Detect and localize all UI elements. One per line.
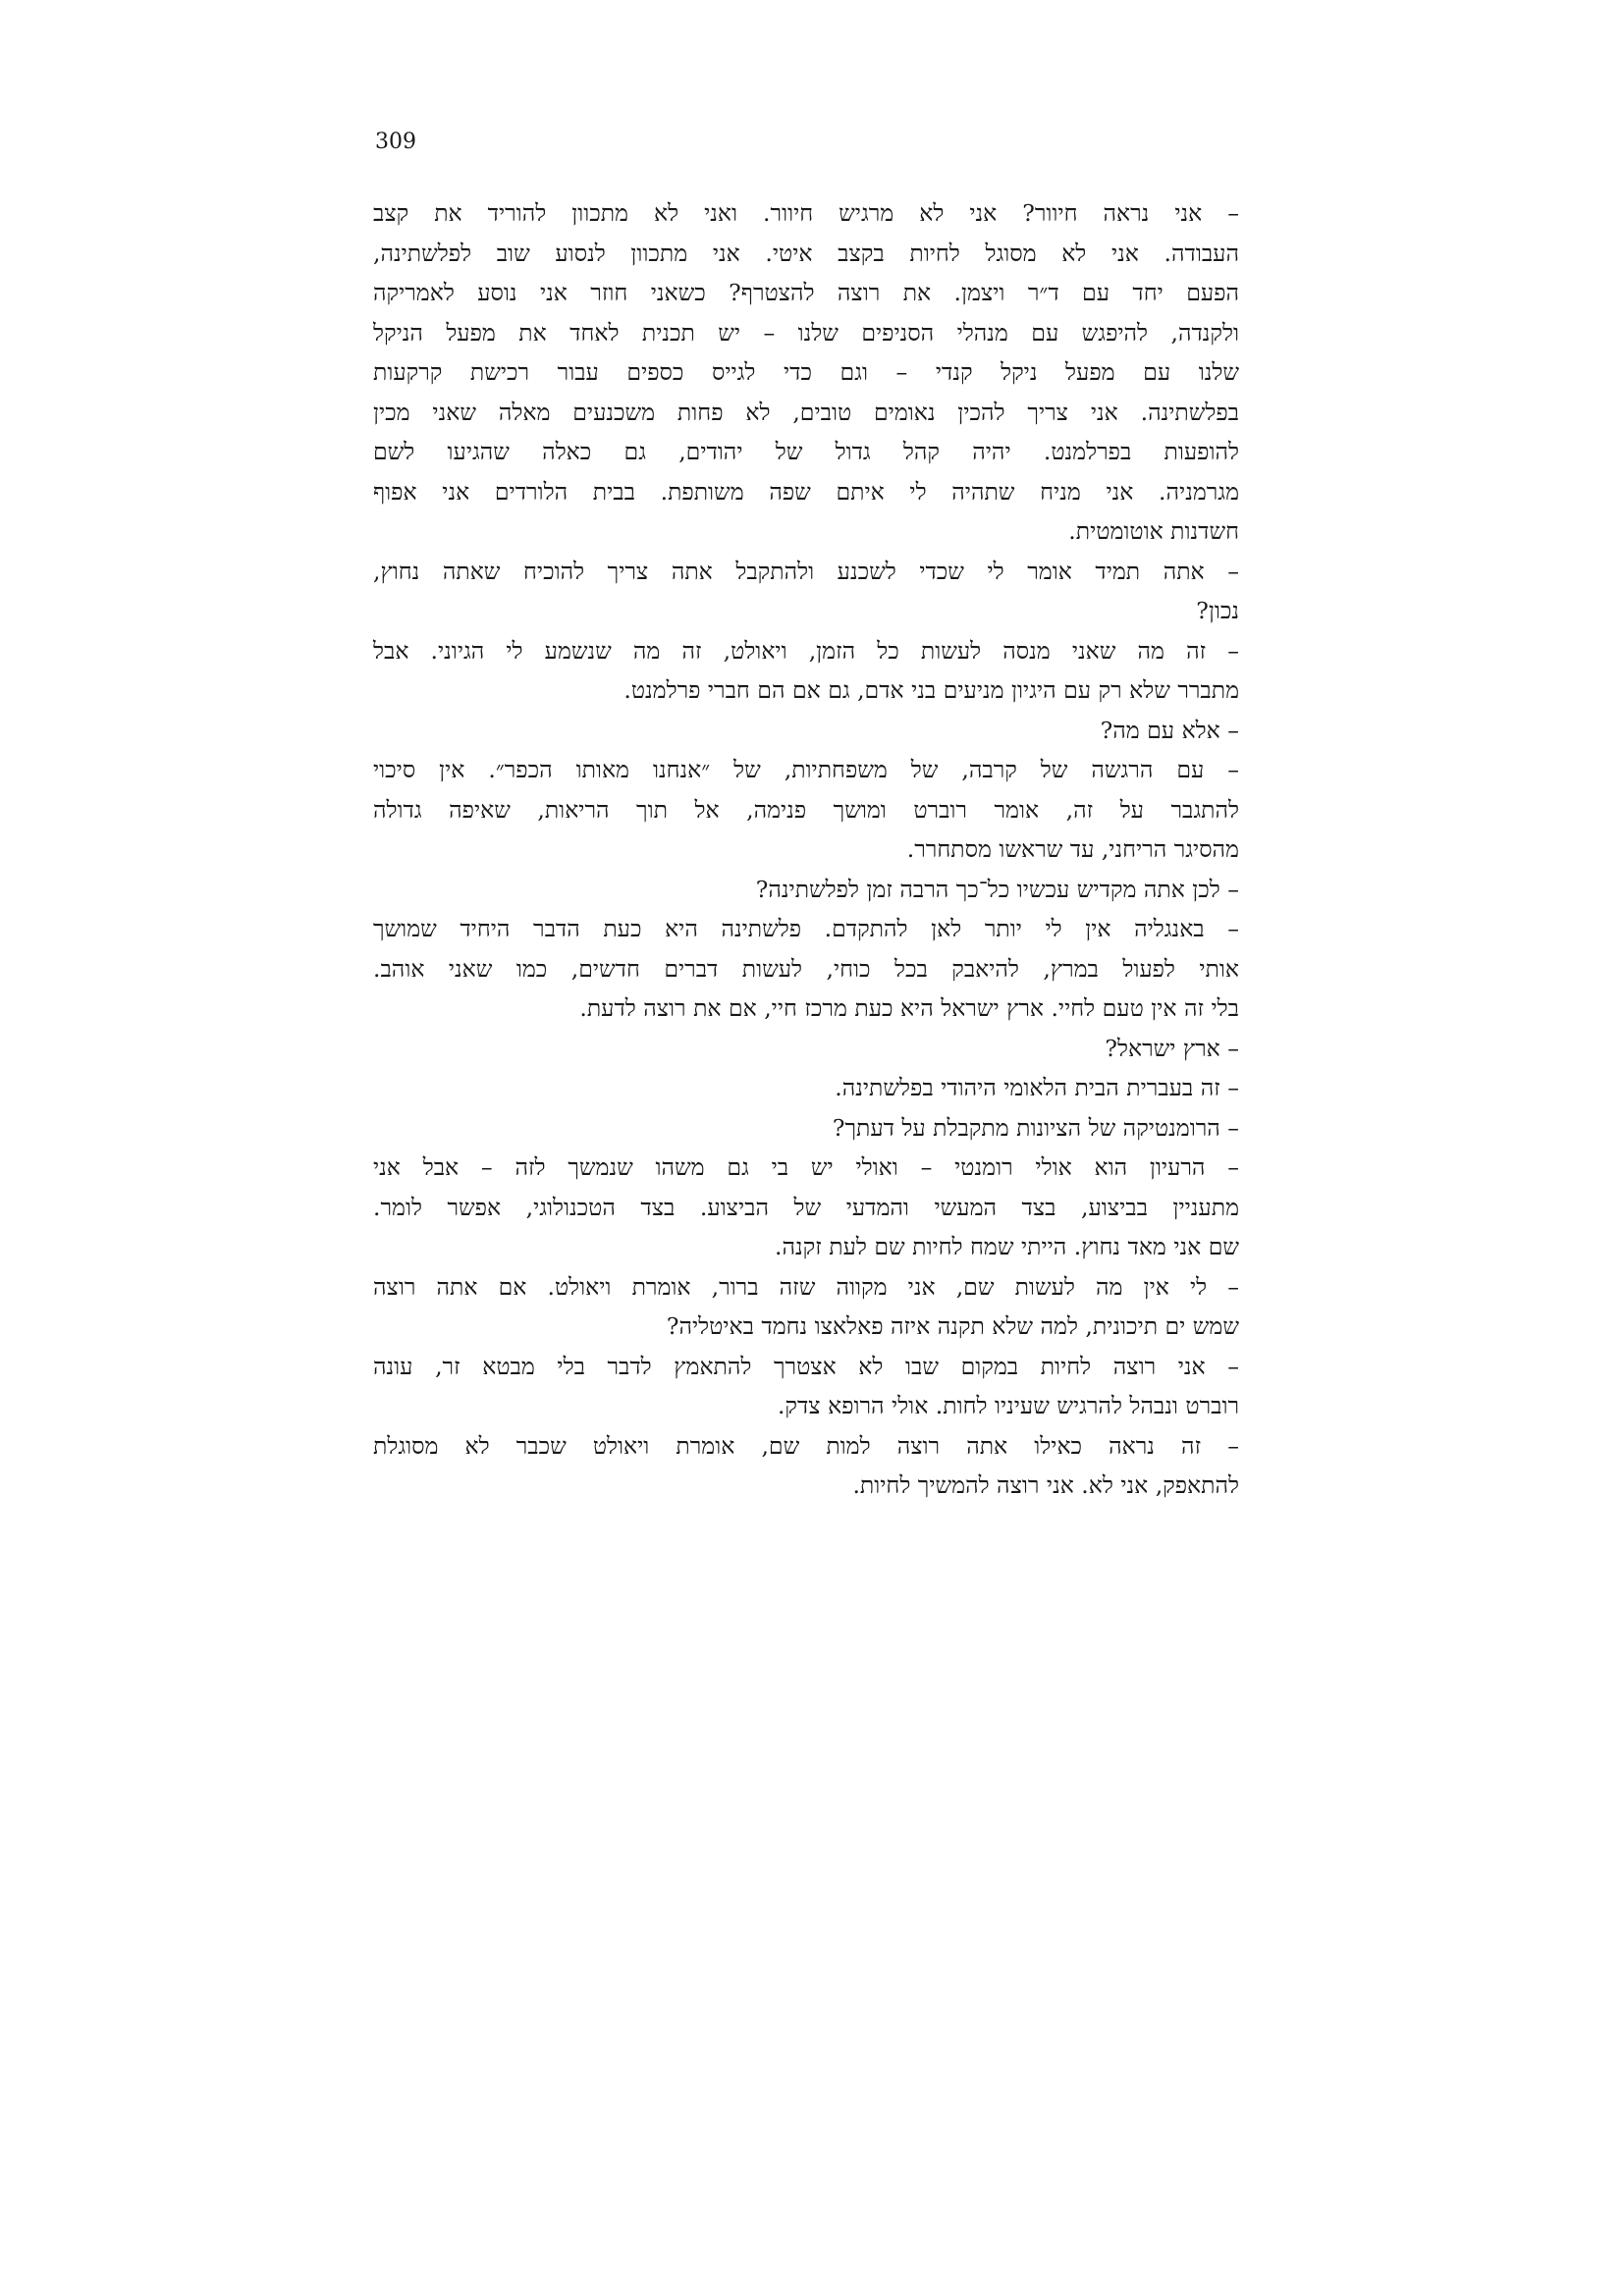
- text-line: שמש ים תיכונית, למה שלא תקנה איזה פאלאצו נחמד באיטליה?: [666, 1312, 1239, 1340]
- text-line: שם אני מאד נחוץ. הייתי שמח לחיות שם לעת זקנה.: [775, 1233, 1239, 1260]
- text-line: – ארץ ישראל?: [1105, 1034, 1239, 1062]
- text-line: מהסיגר הריחני, עד שראשו מסתחרר.: [906, 835, 1239, 863]
- body-text: [373, 193, 1239, 1506]
- text-line: – לי אין מה לעשות שם, אני מקווה שזה ברור, אומרת ויאולט. אם אתה רוצה: [373, 1272, 1239, 1301]
- text-line: מגרמניה. אני מניח שתהיה לי איתם שפה משותפת. בבית הלורדים אני אפוף: [373, 477, 1239, 506]
- text-line: – לכן אתה מקדיש עכשיו כל־כך הרבה זמן לפלשתינה?: [755, 875, 1239, 903]
- page-number: 309: [375, 130, 416, 154]
- text-line: מתעניין בביצוע, בצד המעשי והמדעי של הביצוע. בצד הטכנולוגי, אפשר לומר.: [373, 1193, 1239, 1221]
- text-line: בלי זה אין טעם לחיי. ארץ ישראל היא כעת מרכז חיי, אם את רוצה לדעת.: [579, 994, 1239, 1022]
- text-line: בפלשתינה. אני צריך להכין נאומים טובים, לא פחות משכנעים מאלה שאני מכין: [373, 398, 1239, 426]
- text-line: העבודה. אני לא מסוגל לחיות בקצב איטי. אני מתכוון לנסוע שוב לפלשתינה,: [373, 239, 1239, 267]
- text-line: – אני רוצה לחיות במקום שבו לא אצטרך להתאמץ לדבר בלי מבטא זר, עונה: [373, 1352, 1239, 1380]
- text-line: מתברר שלא רק עם היגיון מניעים בני אדם, גם אם הם חברי פרלמנט.: [623, 676, 1239, 704]
- text-line: – אני נראה חיוור? אני לא מרגיש חיוור. ואני לא מתכוון להוריד את קצב: [373, 199, 1239, 227]
- text-line: אותי לפעול במרץ, להיאבק בכל כוחי, לעשות דברים חדשים, כמו שאני אוהב.: [373, 954, 1239, 983]
- text-line: להתאפק, אני לא. אני רוצה להמשיך לחיות.: [852, 1471, 1239, 1499]
- text-line: הפעם יחד עם ד״ר ויצמן. את רוצה להצטרף? כשאני חוזר אני נוסע לאמריקה: [373, 279, 1239, 306]
- text-line: – עם הרגשה של קרבה, של משפחתיות, של ״אנחנו מאותו הכפר״. אין סיכוי: [373, 756, 1239, 783]
- text-line: להתגבר על זה, אומר רוברט ומושך פנימה, אל תוך הריאות, שאיפה גדולה: [373, 795, 1239, 824]
- text-line: רוברט ונבהל להרגיש שעיניו לחות. אולי הרופא צדק.: [777, 1392, 1239, 1419]
- text-line: שלנו עם מפעל ניקל קנדי – וגם כדי לגייס כספים עבור רכישת קרקעות: [373, 358, 1239, 386]
- text-line: ולקנדה, להיפגש עם מנהלי הסניפים שלנו – יש תכנית לאחד את מפעל הניקל: [373, 318, 1239, 347]
- text-line: – אתה תמיד אומר לי שכדי לשכנע ולהתקבל אתה צריך להוכיח שאתה נחוץ,: [373, 557, 1239, 585]
- text-line: – הרומנטיקה של הציונות מתקבלת על דעתך?: [832, 1113, 1239, 1142]
- text-line: להופעות בפרלמנט. יהיה קהל גדול של יהודים, גם כאלה שהגיעו לשם: [373, 438, 1240, 465]
- text-line: – באנגליה אין לי יותר לאן להתקדם. פלשתינה היא כעת הדבר היחיד שמושך: [373, 915, 1239, 942]
- text-line: חשדנות אוטומטית.: [1068, 517, 1239, 545]
- text-line: – הרעיון הוא אולי רומנטי – ואולי יש בי גם משהו שנמשך לזה – אבל אני: [373, 1153, 1239, 1181]
- text-line: – אלא עם מה?: [1100, 716, 1239, 744]
- text-line: – זה נראה כאילו אתה רוצה למות שם, אומרת ויאולט שכבר לא מסוגלת: [373, 1431, 1239, 1460]
- text-line: – זה בעברית הבית הלאומי היהודי בפלשתינה.: [835, 1074, 1239, 1101]
- text-line: נכון?: [1196, 597, 1239, 624]
- text-line: – זה מה שאני מנסה לעשות כל הזמן, ויאולט, זה מה שנשמע לי הגיוני. אבל: [373, 636, 1239, 665]
